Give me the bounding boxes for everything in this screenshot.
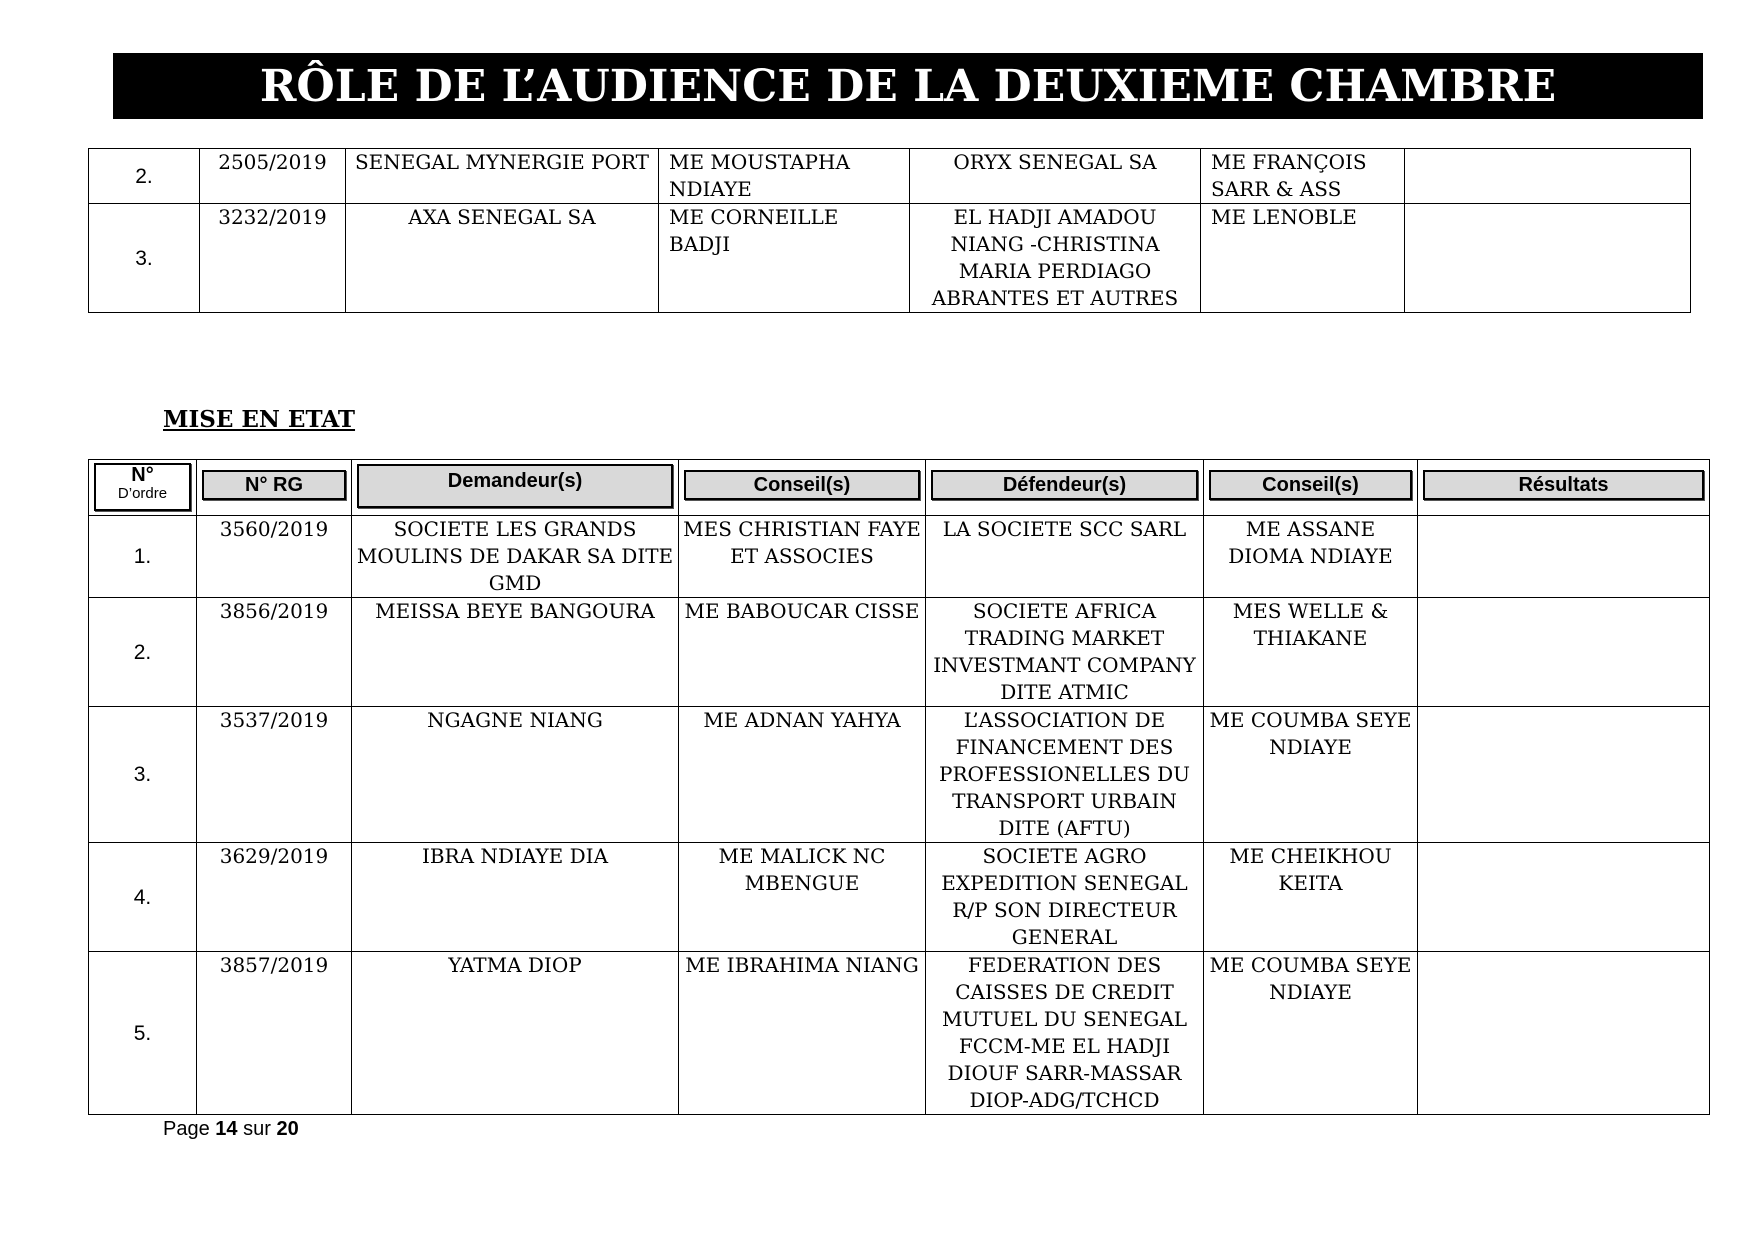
defendeur: EL HADJI AMADOU NIANG -CHRISTINA MARIA PERDIAGO ABRANTES ET AUTRES bbox=[910, 204, 1201, 313]
table-row bbox=[89, 204, 1691, 313]
defendeur: LA SOCIETE SCC SARL bbox=[926, 516, 1204, 598]
table-row bbox=[89, 707, 1710, 843]
header-rg bbox=[197, 460, 352, 516]
row-number: 5. bbox=[89, 952, 197, 1115]
rg-number: 2505/2019 bbox=[200, 149, 346, 204]
demandeur: SENEGAL MYNERGIE PORT bbox=[346, 149, 659, 204]
resultats bbox=[1418, 598, 1710, 707]
page-title: RÔLE DE L’AUDIENCE DE LA DEUXIEME CHAMBRE bbox=[259, 60, 1557, 112]
header-demandeur-label: Demandeur(s) bbox=[357, 464, 673, 508]
rg-number: 3856/2019 bbox=[197, 598, 352, 707]
header-resultats bbox=[1418, 460, 1710, 516]
row-number: 3. bbox=[89, 204, 200, 313]
mise-en-etat-table bbox=[88, 459, 1710, 1115]
table-row bbox=[89, 516, 1710, 598]
table-row bbox=[89, 952, 1710, 1115]
resultats bbox=[1405, 204, 1691, 313]
row-number: 3. bbox=[89, 707, 197, 843]
demandeur: MEISSA BEYE BANGOURA bbox=[352, 598, 679, 707]
conseil-demandeur: ME MALICK NC MBENGUE bbox=[679, 843, 926, 952]
header-resultats-label: Résultats bbox=[1423, 470, 1704, 500]
conseil-defendeur: ME COUMBA SEYE NDIAYE bbox=[1204, 952, 1418, 1115]
conseil-defendeur: ME ASSANE DIOMA NDIAYE bbox=[1204, 516, 1418, 598]
conseil-defendeur: ME FRANÇOIS SARR & ASS bbox=[1201, 149, 1405, 204]
conseil-defendeur: MES WELLE & THIAKANE bbox=[1204, 598, 1418, 707]
header-num-line2: D’ordre bbox=[117, 485, 168, 502]
demandeur: SOCIETE LES GRANDS MOULINS DE DAKAR SA DITE GMD bbox=[352, 516, 679, 598]
conseil-demandeur: ME ADNAN YAHYA bbox=[679, 707, 926, 843]
header-defendeur bbox=[926, 460, 1204, 516]
table-header-row bbox=[89, 460, 1710, 516]
hearing-table-continued bbox=[88, 148, 1691, 313]
header-conseil-2 bbox=[1204, 460, 1418, 516]
resultats bbox=[1418, 952, 1710, 1115]
rg-number: 3560/2019 bbox=[197, 516, 352, 598]
defendeur: ORYX SENEGAL SA bbox=[910, 149, 1201, 204]
conseil-demandeur: ME BABOUCAR CISSE bbox=[679, 598, 926, 707]
row-number: 2. bbox=[89, 598, 197, 707]
row-number: 2. bbox=[89, 149, 200, 204]
table-row bbox=[89, 598, 1710, 707]
row-number: 1. bbox=[89, 516, 197, 598]
resultats bbox=[1405, 149, 1691, 204]
conseil-demandeur: MES CHRISTIAN FAYE ET ASSOCIES bbox=[679, 516, 926, 598]
header-conseil-2-label: Conseil(s) bbox=[1209, 470, 1412, 500]
resultats bbox=[1418, 516, 1710, 598]
header-defendeur-label: Défendeur(s) bbox=[931, 470, 1198, 500]
conseil-demandeur: ME MOUSTAPHA NDIAYE bbox=[659, 149, 910, 204]
footer-current-page: 14 bbox=[215, 1118, 238, 1140]
header-num bbox=[89, 460, 197, 516]
page-title-banner bbox=[113, 53, 1703, 119]
conseil-defendeur: ME CHEIKHOU KEITA bbox=[1204, 843, 1418, 952]
table-row bbox=[89, 843, 1710, 952]
defendeur: SOCIETE AFRICA TRADING MARKET INVESTMANT COMPANY DITE ATMIC bbox=[926, 598, 1204, 707]
header-num-line1: N° bbox=[131, 464, 154, 486]
header-demandeur bbox=[352, 460, 679, 516]
demandeur: YATMA DIOP bbox=[352, 952, 679, 1115]
resultats bbox=[1418, 843, 1710, 952]
defendeur: SOCIETE AGRO EXPEDITION SENEGAL R/P SON DIRECTEUR GENERAL bbox=[926, 843, 1204, 952]
header-conseil-1-label: Conseil(s) bbox=[684, 470, 920, 500]
row-number: 4. bbox=[89, 843, 197, 952]
defendeur: L’ASSOCIATION DE FINANCEMENT DES PROFESSIONELLES DU TRANSPORT URBAIN DITE (AFTU) bbox=[926, 707, 1204, 843]
rg-number: 3232/2019 bbox=[200, 204, 346, 313]
demandeur: IBRA NDIAYE DIA bbox=[352, 843, 679, 952]
section-title: MISE EN ETAT bbox=[163, 406, 356, 433]
resultats bbox=[1418, 707, 1710, 843]
page-footer bbox=[163, 1118, 299, 1141]
header-conseil-1 bbox=[679, 460, 926, 516]
conseil-demandeur: ME IBRAHIMA NIANG bbox=[679, 952, 926, 1115]
rg-number: 3629/2019 bbox=[197, 843, 352, 952]
conseil-demandeur: ME CORNEILLE BADJI bbox=[659, 204, 910, 313]
footer-prefix: Page bbox=[163, 1118, 210, 1140]
conseil-defendeur: ME LENOBLE bbox=[1201, 204, 1405, 313]
defendeur: FEDERATION DES CAISSES DE CREDIT MUTUEL DU SENEGAL FCCM-ME EL HADJI DIOUF SARR-MASSAR DIOP-ADG/TCHCD bbox=[926, 952, 1204, 1115]
header-rg-label: N° RG bbox=[202, 470, 346, 500]
rg-number: 3537/2019 bbox=[197, 707, 352, 843]
rg-number: 3857/2019 bbox=[197, 952, 352, 1115]
table-row bbox=[89, 149, 1691, 204]
demandeur: AXA SENEGAL SA bbox=[346, 204, 659, 313]
footer-total-pages: 20 bbox=[276, 1118, 299, 1140]
footer-separator: sur bbox=[243, 1118, 271, 1140]
conseil-defendeur: ME COUMBA SEYE NDIAYE bbox=[1204, 707, 1418, 843]
demandeur: NGAGNE NIANG bbox=[352, 707, 679, 843]
